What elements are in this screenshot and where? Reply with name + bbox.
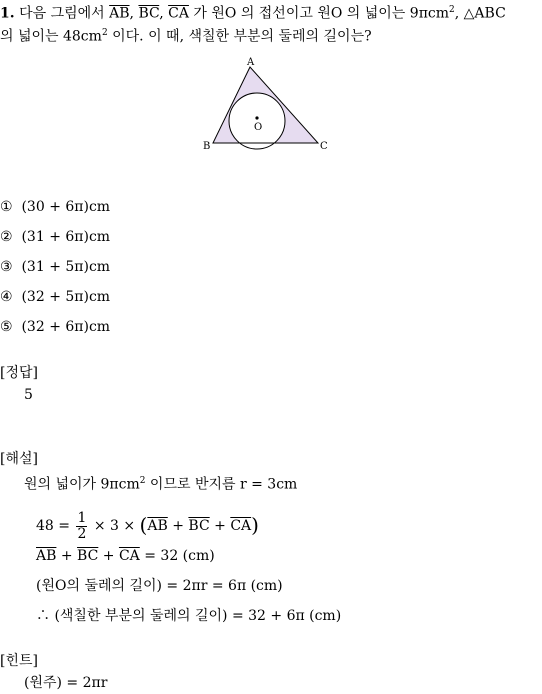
- choice-4-text: (32 + 5π)cm: [21, 289, 111, 305]
- segment-ab: $\overline{AB}$: [109, 5, 130, 22]
- choice-1-marker: ①: [0, 199, 13, 215]
- equation-1: 48 = $\frac{1}{2}$ × $3 \times (\overline{AB} + \overline{BC} + \overline{CA})$: [36, 509, 259, 542]
- answer-value: 5: [24, 387, 33, 403]
- label-a: A: [247, 57, 255, 68]
- fraction-one-half: $\frac{1}{2}$: [77, 509, 87, 542]
- triangle-figure: [195, 55, 340, 155]
- label-o: O: [254, 122, 263, 133]
- segment-bc: $\overline{BC}$: [138, 5, 160, 22]
- choice-4[interactable]: [0, 288, 110, 306]
- choice-3-marker: ③: [0, 259, 13, 275]
- choice-1-text: (30 + 6π)cm: [21, 199, 111, 215]
- choice-5-marker: ⑤: [0, 319, 13, 335]
- problem-line-1: 1. 다음 그림에서 $\overline{AB}$, $\overline{BC}$, $\overline{CA}$ 가 원O 의 접선이고 원O 의 넓이는 9πcm$^2$, △ABC: [0, 5, 506, 22]
- choice-1[interactable]: [0, 198, 110, 216]
- explanation-intro: 원의 넓이가 9πcm$^2$ 이므로 반지름 r = 3cm: [24, 476, 298, 493]
- segment-ca: $\overline{CA}$: [168, 5, 189, 22]
- choice-3[interactable]: [0, 258, 110, 276]
- label-b: B: [203, 141, 211, 152]
- hint-text: (원주) = 2πr: [24, 675, 108, 691]
- choice-2-marker: ②: [0, 229, 13, 245]
- choice-2-text: (31 + 6π)cm: [21, 229, 111, 245]
- explanation-heading: [해설]: [0, 451, 38, 467]
- choice-5[interactable]: [0, 318, 110, 336]
- problem-number: 1.: [0, 5, 15, 22]
- shaded-region: [213, 67, 318, 143]
- center-point: [255, 116, 258, 119]
- choice-5-text: (32 + 6π)cm: [21, 319, 111, 335]
- answer-heading: [정답]: [0, 365, 38, 381]
- label-c: C: [320, 141, 328, 152]
- hint-heading: [힌트]: [0, 653, 38, 669]
- equation-3: (원O의 둘레의 길이) = 2πr = 6π (cm): [36, 578, 283, 594]
- choice-4-marker: ④: [0, 289, 13, 305]
- problem-line-2: 의 넓이는 $48cm^2$ 이다. 이 때, 색칠한 부분의 둘레의 길이는?: [0, 28, 372, 45]
- equation-2: $\overline{AB} + \overline{BC} + \overline{CA} = 32$ (cm): [36, 548, 215, 564]
- choice-3-text: (31 + 5π)cm: [21, 259, 111, 275]
- equation-4: ∴ (색칠한 부분의 둘레의 길이) = 32 + 6π (cm): [36, 608, 342, 624]
- choice-2[interactable]: [0, 228, 110, 246]
